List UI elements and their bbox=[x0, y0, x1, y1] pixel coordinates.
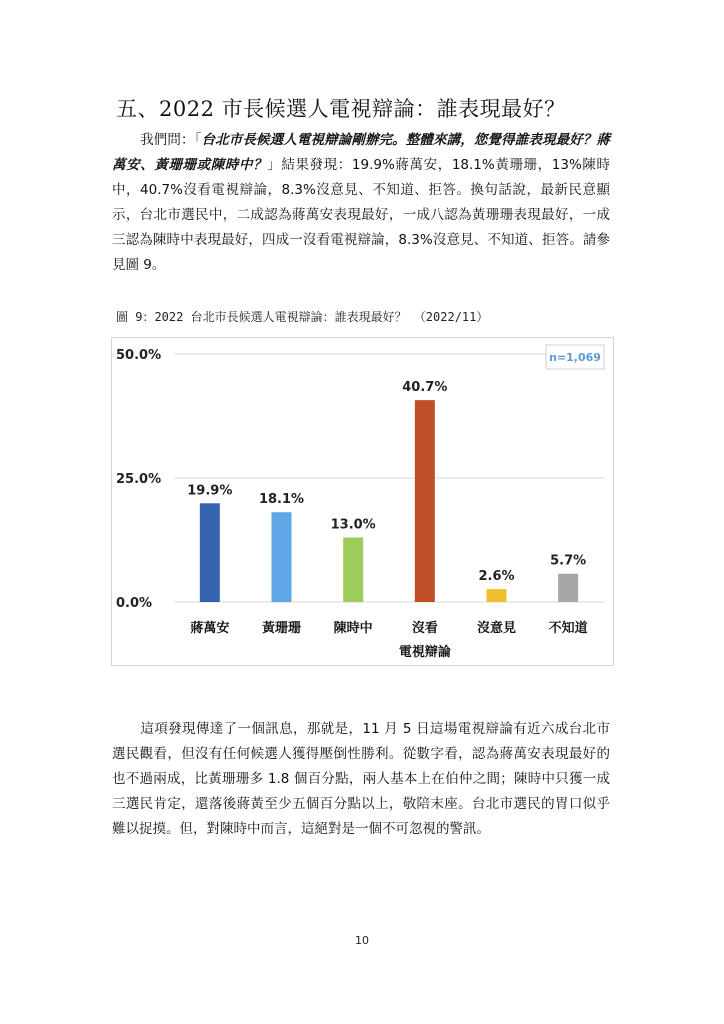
category-label: 黃珊珊 bbox=[261, 621, 302, 636]
paragraph-analysis bbox=[112, 717, 610, 842]
section-heading: 五、2022 市長候選人電視辯論：誰表現最好？ bbox=[116, 97, 566, 121]
bar-chart bbox=[111, 337, 614, 666]
bar bbox=[487, 589, 507, 602]
category-label: 陳時中 bbox=[333, 621, 373, 636]
y-tick-label: 0.0% bbox=[116, 596, 153, 611]
paragraph-question bbox=[112, 128, 610, 278]
analysis-text: 這項發現傳達了一個訊息，那就是，11 月 5 日這場電視辯論有近六成台北市選民觀看，但沒有任何候選人獲得壓倒性勝利。從數字看，認為蔣萬安表現最好的也不過兩成，比黃珊珊多 1.8 個百分點，兩人基本上在伯仲之間；陳時中只獲一成三選民肯定，還落後蔣黃至少五個百分點以上，敬陪末座。台北市選民的胃口似乎難以捉摸。但，對陳時中而言，這絕對是一個不可忽視的警訊。 bbox=[112, 721, 610, 837]
bar bbox=[343, 538, 363, 602]
bar bbox=[415, 400, 435, 602]
figure-caption: 圖 9：2022 台北市長候選人電視辯論：誰表現最好？ （2022/11） bbox=[116, 310, 489, 324]
bar bbox=[272, 512, 292, 602]
sample-size-label: n=1,069 bbox=[549, 351, 601, 364]
data-label: 2.6% bbox=[478, 569, 515, 585]
y-tick-label: 25.0% bbox=[116, 472, 162, 487]
page-number: 10 bbox=[355, 934, 369, 947]
category-label: 沒看 bbox=[411, 621, 438, 636]
paragraph-lead: 我們問：「 bbox=[140, 132, 202, 148]
chart-canvas bbox=[112, 338, 615, 667]
paragraph-results: 」結果發現：19.9%蔣萬安，18.1%黃珊珊，13%陳時中，40.7%沒看電視辯論，8.3%沒意見、不知道、拒答。換句話說，最新民意顯示，台北市選民中，二成認為蔣萬安表現最好，一成八認為黃珊珊表現最好，一成三認為陳時中表現最好，四成一沒看電視辯論，8.3%沒意見、不知道、拒答。請參見圖 9。 bbox=[112, 157, 611, 273]
data-label: 5.7% bbox=[550, 553, 587, 569]
category-label: 沒意見 bbox=[476, 621, 517, 636]
data-label: 13.0% bbox=[330, 517, 376, 533]
bar bbox=[200, 503, 220, 602]
category-label: 蔣萬安 bbox=[190, 621, 230, 636]
data-label: 40.7% bbox=[402, 380, 448, 396]
category-label: 不知道 bbox=[548, 621, 588, 636]
data-label: 18.1% bbox=[258, 492, 305, 508]
bar bbox=[558, 574, 578, 602]
y-tick-label: 50.0% bbox=[116, 348, 162, 363]
category-label: 電視辯論 bbox=[398, 645, 451, 660]
data-label: 19.9% bbox=[187, 483, 233, 499]
survey-question: 台北市長候選人電視辯論剛辦完。整體來講，您覺得誰表現最好？蔣萬安、黃珊珊或陳時中？ bbox=[112, 132, 611, 173]
